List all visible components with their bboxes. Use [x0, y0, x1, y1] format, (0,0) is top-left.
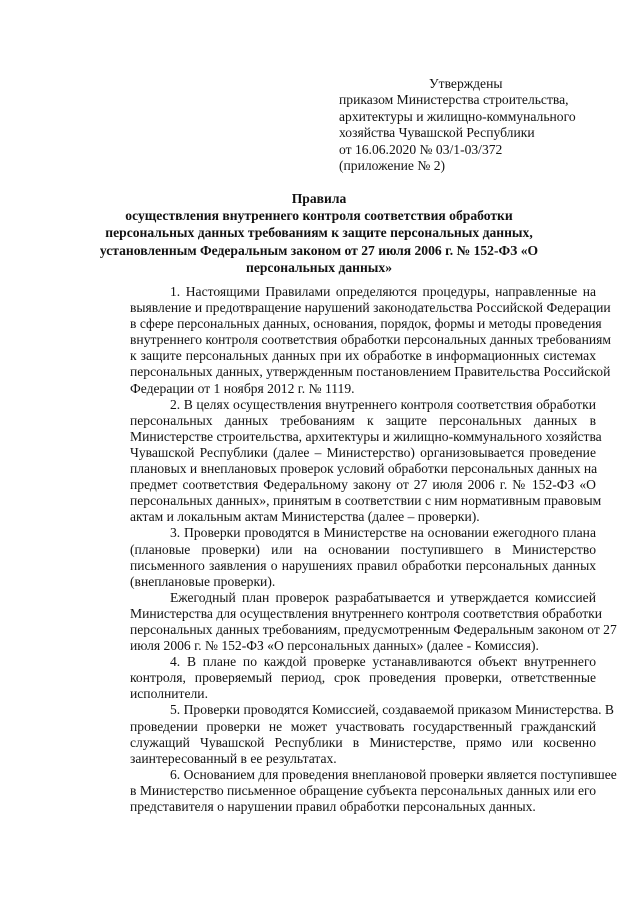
paragraph-line: 4. В плане по каждой проверке устанавливаются объект внутреннего [170, 654, 596, 670]
paragraph-line: персональных данных требованиям, предусмотренным Федеральным законом от 27 [130, 621, 617, 637]
paragraph [90, 702, 614, 766]
approval-line: хозяйства Чувашской Республики [339, 125, 535, 141]
paragraph-line: контроля, проверяемый период, срок проведения проверки, ответственные [130, 670, 596, 686]
paragraph-line: 2. В целях осуществления внутреннего контроля соответствия обработки [170, 396, 596, 412]
paragraph [90, 654, 596, 702]
paragraph-line: актам и локальным актам Министерства (далее – проверки). [130, 509, 480, 525]
title-line: установленным Федеральным законом от 27 июля 2006 г. № 152-ФЗ «О [99, 242, 539, 258]
approval-line: (приложение № 2) [339, 158, 446, 174]
paragraph-line: представителя о нарушении правил обработки персональных данных. [130, 799, 536, 814]
paragraph-line: (внеплановые проверки). [130, 573, 276, 589]
paragraph-line: в Министерство письменное обращение субъекта персональных данных или его [130, 782, 597, 798]
paragraph-line: персональных данных требованиям к защите персональных данных в [130, 412, 596, 428]
paragraph-line: плановых и внеплановых проверок условий обработки персональных данных на [130, 461, 598, 477]
approval-line: архитектуры и жилищно-коммунального [339, 108, 576, 124]
paragraph-line: Министерстве строительства, архитектуры и жилищно-коммунального хозяйства [130, 428, 602, 444]
paragraph-line: персональных данных», принятым в соответствии с ним нормативным правовым [130, 493, 602, 509]
paragraph-line: Федерации от 1 ноября 2012 г. № 1119. [130, 380, 355, 396]
paragraph [90, 766, 617, 815]
paragraph-line: 3. Проверки проводятся в Министерстве на основании ежегодного плана [170, 525, 596, 541]
paragraph-line: 1. Настоящими Правилами определяются процедуры, направленные на [170, 284, 596, 299]
paragraph [90, 525, 596, 589]
document-body [90, 284, 617, 815]
paragraph-line: в сфере персональных данных, основания, порядок, формы и методы проведения [130, 316, 602, 332]
approval-line: Утверждены [429, 76, 503, 91]
paragraph-line: предмет соответствия Федеральному закону от 27 июля 2006 г. № 152-ФЗ «О [130, 477, 596, 493]
title-line: персональных данных» [245, 259, 392, 275]
paragraph-line: проведении проверки не может участвовать государственный гражданский [130, 718, 596, 734]
paragraph [90, 284, 611, 397]
paragraph-line: заинтересованный в ее результатах. [130, 750, 337, 766]
paragraph-line: июля 2006 г. № 152-ФЗ «О персональных данных» (далее - Комиссия). [130, 638, 539, 654]
paragraph-line: 6. Основанием для проведения внеплановой проверки является поступившее [170, 766, 617, 782]
approval-line: приказом Министерства строительства, [339, 92, 569, 108]
paragraph-line: Ежегодный план проверок разрабатывается и утверждается комиссией [170, 589, 596, 605]
paragraph-line: персональных данных, утвержденным постановлением Правительства Российской [130, 364, 611, 380]
paragraph-line: исполнители. [130, 686, 208, 702]
paragraph-line: к защите персональных данных при их обработке в информационных системах [130, 348, 596, 364]
paragraph-line: Министерства для осуществления внутреннего контроля соответствия обработки [130, 605, 603, 621]
title-line: персональных данных требованиям к защите персональных данных, [105, 225, 533, 241]
paragraph-line: письменного заявления о нарушениях правил обработки персональных данных [130, 557, 596, 573]
paragraph-line: (плановые проверки) или на основании поступившего в Министерство [130, 541, 596, 557]
approval-line: от 16.06.2020 № 03/1-03/372 [339, 141, 503, 157]
paragraph-line: Чувашской Республики (далее – Министерство) организовывается проведение [130, 444, 596, 460]
paragraph [90, 589, 617, 654]
paragraph [90, 396, 602, 526]
paragraph-line: выявление и предотвращение нарушений законодательства Российской Федерации [130, 300, 611, 316]
document-title [92, 190, 546, 276]
paragraph-line: служащий Чувашской Республики в Министерстве, прямо или косвенно [130, 734, 596, 750]
approval-stamp [339, 76, 609, 174]
title-line: осуществления внутреннего контроля соответствия обработки [125, 208, 513, 224]
paragraph-line: внутреннего контроля соответствия обработки персональных данных требованиям [130, 332, 611, 348]
title-line: Правила [291, 191, 347, 206]
paragraph-line: 5. Проверки проводятся Комиссией, создаваемой приказом Министерства. В [170, 702, 614, 718]
